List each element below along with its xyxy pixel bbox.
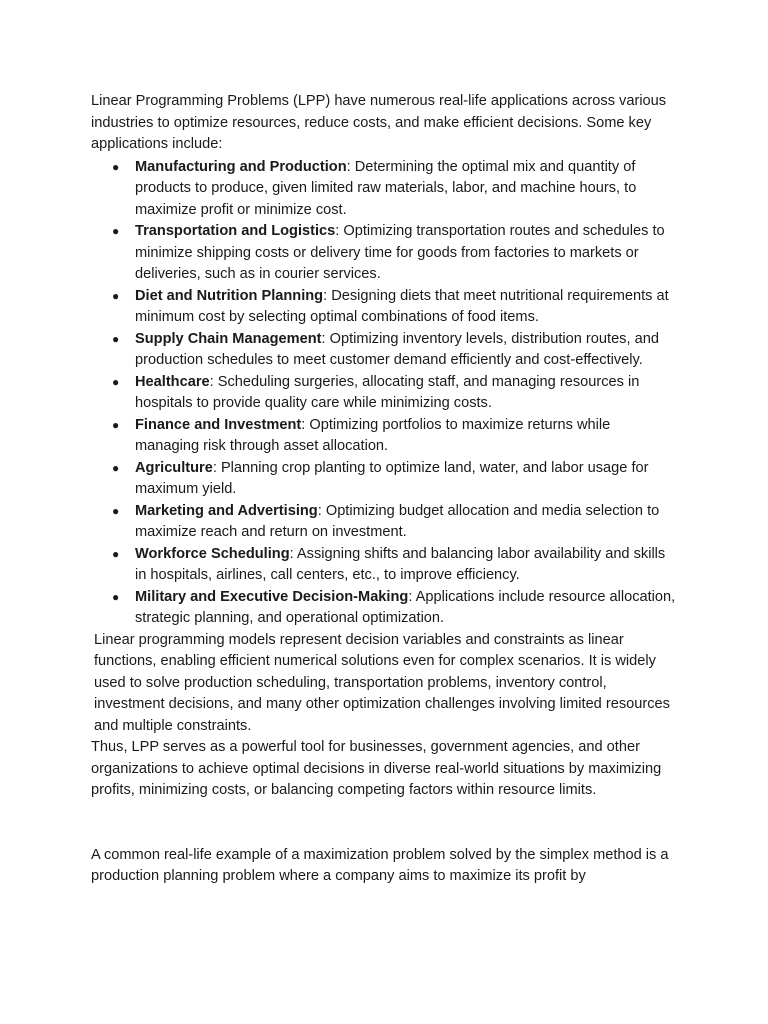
list-item bbox=[112, 501, 678, 544]
list-item-desc: : Optimizing inventory levels, distribution routes, and production schedules to meet customer demand efficiently and cost-effectively. bbox=[135, 330, 659, 368]
bullet-icon: ● bbox=[112, 417, 120, 432]
list-item bbox=[112, 157, 678, 222]
bullet-icon: ● bbox=[112, 546, 120, 561]
list-item bbox=[112, 415, 678, 458]
list-item-desc: : Applications include resource allocation, strategic planning, and operational optimization. bbox=[135, 588, 676, 626]
list-item bbox=[112, 458, 678, 501]
list-item-term: Workforce Scheduling bbox=[135, 545, 290, 562]
list-item-term: Finance and Investment bbox=[135, 416, 302, 433]
bullet-icon: ● bbox=[112, 159, 120, 174]
list-item-desc: : Optimizing budget allocation and media selection to maximize reach and return on investment. bbox=[135, 502, 660, 540]
bullet-icon: ● bbox=[112, 460, 120, 475]
example-paragraph: A common real-life example of a maximization problem solved by the simplex method is a production planning problem where a company aims to maximize its profit by bbox=[91, 846, 669, 884]
list-item bbox=[112, 329, 678, 372]
list-item-term: Supply Chain Management bbox=[135, 330, 322, 347]
bullet-icon: ● bbox=[112, 589, 120, 604]
list-item-term: Military and Executive Decision-Making bbox=[135, 588, 409, 605]
bullet-icon: ● bbox=[112, 503, 120, 518]
list-item-term: Transportation and Logistics bbox=[135, 223, 336, 239]
list-item-term: Manufacturing and Production bbox=[135, 158, 347, 175]
list-item-term: Healthcare bbox=[135, 373, 210, 390]
list-item bbox=[112, 587, 678, 630]
list-item bbox=[112, 372, 678, 415]
list-item-desc: : Determining the optimal mix and quantity of products to produce, given limited raw materials, labor, and machine hours, to maximize profit or minimize cost. bbox=[135, 158, 637, 218]
list-item-desc: : Planning crop planting to optimize land, water, and labor usage for maximum yield. bbox=[135, 459, 649, 497]
list-item-desc: : Optimizing portfolios to maximize returns while managing risk through asset allocation. bbox=[135, 416, 611, 454]
list-item bbox=[112, 286, 678, 329]
list-item-desc: : Designing diets that meet nutritional requirements at minimum cost by selecting optimal combinations of food items. bbox=[135, 287, 669, 325]
list-item bbox=[112, 221, 678, 286]
intro-paragraph: Linear Programming Problems (LPP) have numerous real-life applications across various industries to optimize resources, reduce costs, and make efficient decisions. Some key applications include: bbox=[91, 93, 667, 152]
list-item-term: Agriculture bbox=[135, 459, 213, 476]
models-paragraph: Linear programming models represent decision variables and constraints as linear functions, enabling efficient numerical solutions even for complex scenarios. It is widely used to solve production scheduling, transportation problems, inventory control, investment decisions, and many other optimization challenges involving limited resources and multiple constraints. bbox=[94, 631, 670, 734]
bullet-icon: ● bbox=[112, 374, 120, 389]
list-item-desc: : Assigning shifts and balancing labor availability and skills in hospitals, airlines, call centers, etc., to improve efficiency. bbox=[135, 545, 666, 583]
bullet-icon: ● bbox=[112, 224, 120, 238]
list-item-term: Marketing and Advertising bbox=[135, 502, 318, 519]
bullet-icon: ● bbox=[112, 288, 120, 303]
list-item bbox=[112, 544, 678, 587]
bullet-icon: ● bbox=[112, 331, 120, 346]
applications-list bbox=[91, 157, 678, 630]
list-item-desc: : Scheduling surgeries, allocating staff, and managing resources in hospitals to provide quality care while minimizing costs. bbox=[135, 373, 640, 411]
conclusion-paragraph: Thus, LPP serves as a powerful tool for businesses, government agencies, and other organizations to achieve optimal decisions in diverse real-world situations by maximizing profits, minimizing costs, or balancing competing factors within resource limits. bbox=[91, 739, 662, 798]
list-item-term: Diet and Nutrition Planning bbox=[135, 287, 324, 304]
list-item-desc: : Optimizing transportation routes and schedules to minimize shipping costs or delivery time for goods from factories to markets or deliveries, such as in courier services. bbox=[135, 223, 665, 282]
